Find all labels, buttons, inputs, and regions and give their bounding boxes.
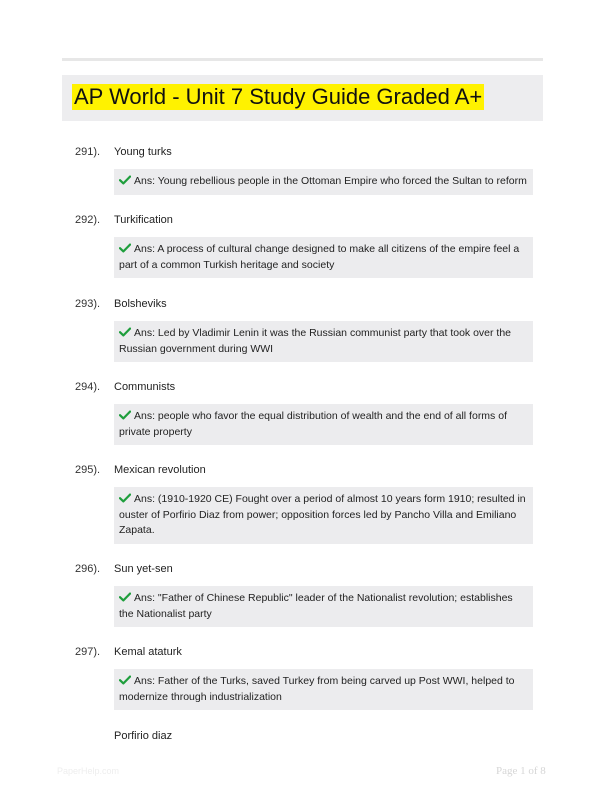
question-term: Communists	[114, 381, 176, 393]
question-term: Bolsheviks	[114, 298, 167, 310]
footer-watermark: PaperHelp.com	[57, 766, 120, 776]
question-number: 291).	[75, 146, 101, 158]
answer-text: Ans: "Father of Chinese Republic" leader of the Nationalist revolution; establishes the Nationalist party	[119, 592, 513, 620]
document-title: AP World - Unit 7 Study Guide Graded A+	[74, 84, 483, 109]
question-term: Turkification	[114, 214, 173, 226]
question-number: 293).	[75, 298, 101, 310]
check-icon	[119, 675, 131, 685]
answer-text: Ans: A process of cultural change designed to make all citizens of the empire feel a part of a common Turkish heritage and society	[119, 243, 520, 271]
answer-box	[114, 487, 533, 544]
check-icon	[119, 410, 131, 420]
question-term: Sun yet-sen	[114, 563, 173, 575]
top-divider	[62, 58, 543, 61]
answer-text: Ans: (1910-1920 CE) Fought over a period of almost 10 years form 1910; resulted in ouster of Porfirio Diaz from power; opposition forces led by Pancho Villa and Emiliano Zapata.	[119, 493, 526, 536]
check-icon	[119, 493, 131, 503]
check-icon	[119, 175, 131, 185]
answer-text: Ans: Father of the Turks, saved Turkey from being carved up Post WWI, helped to modernize through industrialization	[119, 675, 515, 703]
question-number: 297).	[75, 646, 101, 658]
answer-text: Ans: Led by Vladimir Lenin it was the Russian communist party that took over the Russian government during WWI	[119, 327, 512, 355]
question-number: 295).	[75, 464, 101, 476]
question-number: 292).	[75, 214, 101, 226]
answer-box	[114, 669, 533, 710]
answer-box	[114, 237, 533, 278]
question-number: 296).	[75, 563, 101, 575]
question-term: Mexican revolution	[114, 464, 206, 476]
answer-box	[114, 586, 533, 627]
question-term: Porfirio diaz	[114, 730, 173, 742]
answer-text: Ans: people who favor the equal distribution of wealth and the end of all forms of private property	[119, 410, 507, 438]
check-icon	[119, 327, 131, 337]
check-icon	[119, 243, 131, 253]
page-indicator: Page 1 of 8	[496, 765, 546, 777]
answer-box	[114, 321, 533, 362]
answer-text: Ans: Young rebellious people in the Ottoman Empire who forced the Sultan to reform	[134, 175, 527, 187]
answer-box	[114, 169, 533, 195]
answer-box	[114, 404, 533, 445]
title-banner	[62, 75, 543, 121]
question-number: 294).	[75, 381, 101, 393]
question-term: Young turks	[114, 146, 172, 158]
check-icon	[119, 592, 131, 602]
question-term: Kemal ataturk	[114, 646, 182, 658]
